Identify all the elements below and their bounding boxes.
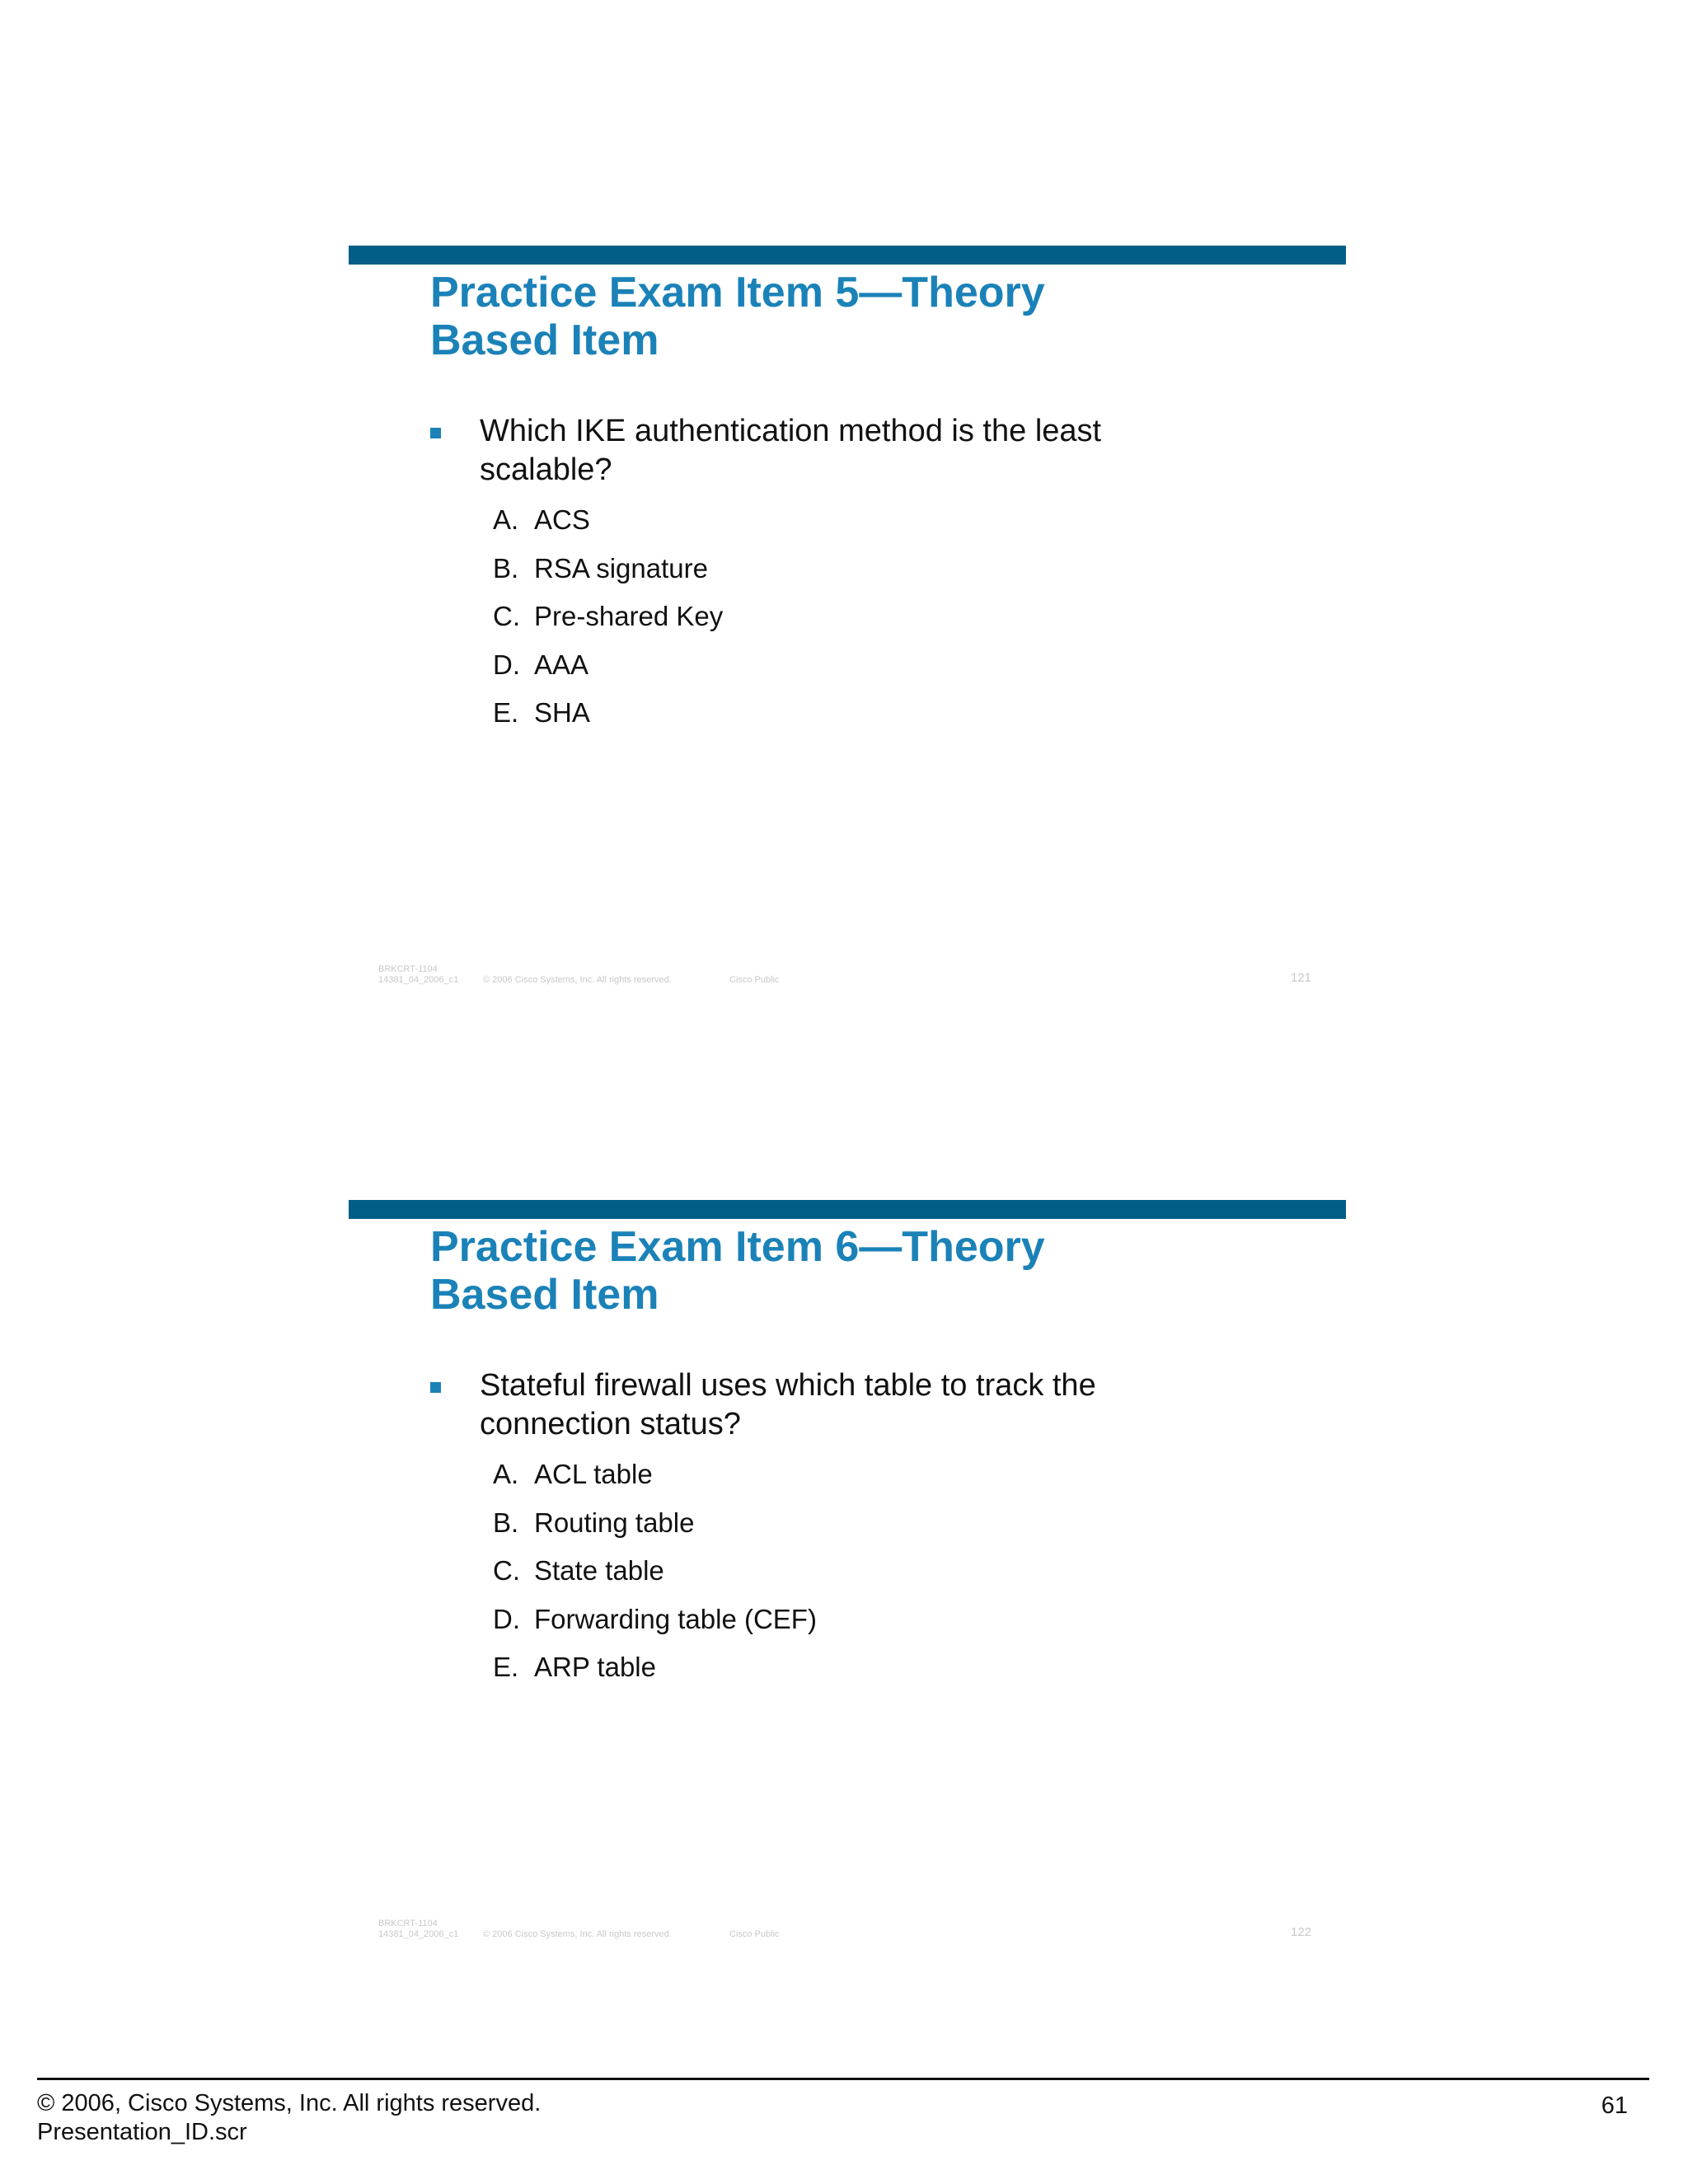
question-text bbox=[480, 1366, 1172, 1444]
page-footer-text bbox=[37, 2089, 541, 2147]
answer-option-d bbox=[493, 649, 723, 697]
square-bullet-icon bbox=[430, 428, 441, 438]
option-letter: C. bbox=[493, 601, 520, 631]
answer-option-e bbox=[493, 1651, 817, 1699]
option-text: Forwarding table (CEF) bbox=[534, 1603, 817, 1634]
option-text: Pre-shared Key bbox=[534, 601, 724, 631]
question-line-1: Stateful firewall uses which table to track the bbox=[480, 1368, 1096, 1403]
option-letter: B. bbox=[493, 1507, 519, 1538]
option-letter: B. bbox=[493, 552, 519, 583]
slide-title-line-2: Based Item bbox=[430, 1271, 659, 1319]
answer-option-e bbox=[493, 696, 723, 745]
slide-classification: Cisco Public bbox=[729, 1929, 780, 1939]
option-text: Routing table bbox=[534, 1507, 695, 1538]
slide-classification: Cisco Public bbox=[729, 975, 780, 985]
slide-copyright: © 2006 Cisco Systems, Inc. All rights reserved. bbox=[483, 975, 672, 985]
answer-option-c bbox=[493, 1554, 817, 1603]
answer-option-c bbox=[493, 600, 723, 649]
slide-footer bbox=[378, 964, 1326, 997]
session-code bbox=[378, 964, 458, 986]
slide-title bbox=[430, 1223, 1045, 1319]
slide-121 bbox=[349, 246, 1346, 1012]
slide-title bbox=[430, 269, 1045, 364]
option-letter: E. bbox=[493, 1652, 519, 1682]
slide-title-line-1: Practice Exam Item 5—Theory bbox=[430, 269, 1045, 316]
session-code-line-2: 14381_04_2006_c1 bbox=[378, 975, 459, 985]
slide-header-bar bbox=[349, 246, 1346, 265]
slide-header-bar bbox=[349, 1200, 1346, 1219]
answer-options bbox=[493, 1458, 817, 1699]
session-code-line-1: BRKCRT-1104 bbox=[378, 964, 438, 974]
answer-option-a bbox=[493, 504, 723, 552]
option-text: ACL table bbox=[534, 1459, 653, 1489]
answer-option-d bbox=[493, 1603, 817, 1652]
option-letter: D. bbox=[493, 1603, 520, 1634]
page-footer-rule bbox=[37, 2078, 1649, 2080]
page-copyright: © 2006, Cisco Systems, Inc. All rights reserved. bbox=[37, 2090, 542, 2116]
option-text: State table bbox=[534, 1555, 664, 1586]
answer-option-a bbox=[493, 1458, 817, 1507]
slide-title-line-1: Practice Exam Item 6—Theory bbox=[430, 1223, 1045, 1271]
option-letter: A. bbox=[493, 1459, 519, 1489]
slide-title-line-2: Based Item bbox=[430, 316, 659, 364]
question-text bbox=[480, 412, 1172, 490]
option-text: ARP table bbox=[534, 1652, 656, 1682]
option-text: AAA bbox=[534, 649, 589, 680]
answer-option-b bbox=[493, 552, 723, 601]
option-letter: A. bbox=[493, 504, 519, 535]
answer-options bbox=[493, 504, 723, 745]
option-letter: E. bbox=[493, 697, 519, 728]
option-text: ACS bbox=[534, 504, 590, 535]
option-text: RSA signature bbox=[534, 552, 708, 583]
question-line-2: scalable? bbox=[480, 452, 612, 487]
option-letter: C. bbox=[493, 1555, 520, 1586]
slide-copyright: © 2006 Cisco Systems, Inc. All rights reserved. bbox=[483, 1929, 672, 1939]
slide-footer bbox=[378, 1919, 1326, 1952]
session-code bbox=[378, 1919, 458, 1940]
page-number: 61 bbox=[1601, 2093, 1628, 2119]
session-code-line-1: BRKCRT-1104 bbox=[378, 1919, 438, 1929]
square-bullet-icon bbox=[430, 1382, 441, 1393]
option-letter: D. bbox=[493, 649, 520, 680]
question-line-1: Which IKE authentication method is the least bbox=[480, 414, 1102, 448]
answer-option-b bbox=[493, 1507, 817, 1555]
session-code-line-2: 14381_04_2006_c1 bbox=[378, 1929, 459, 1939]
slide-122 bbox=[349, 1200, 1346, 1966]
slide-number: 122 bbox=[1291, 1925, 1312, 1939]
presentation-id: Presentation_ID.scr bbox=[37, 2119, 247, 2145]
option-text: SHA bbox=[534, 697, 590, 728]
slide-number: 121 bbox=[1291, 971, 1312, 985]
question-line-2: connection status? bbox=[480, 1407, 741, 1441]
